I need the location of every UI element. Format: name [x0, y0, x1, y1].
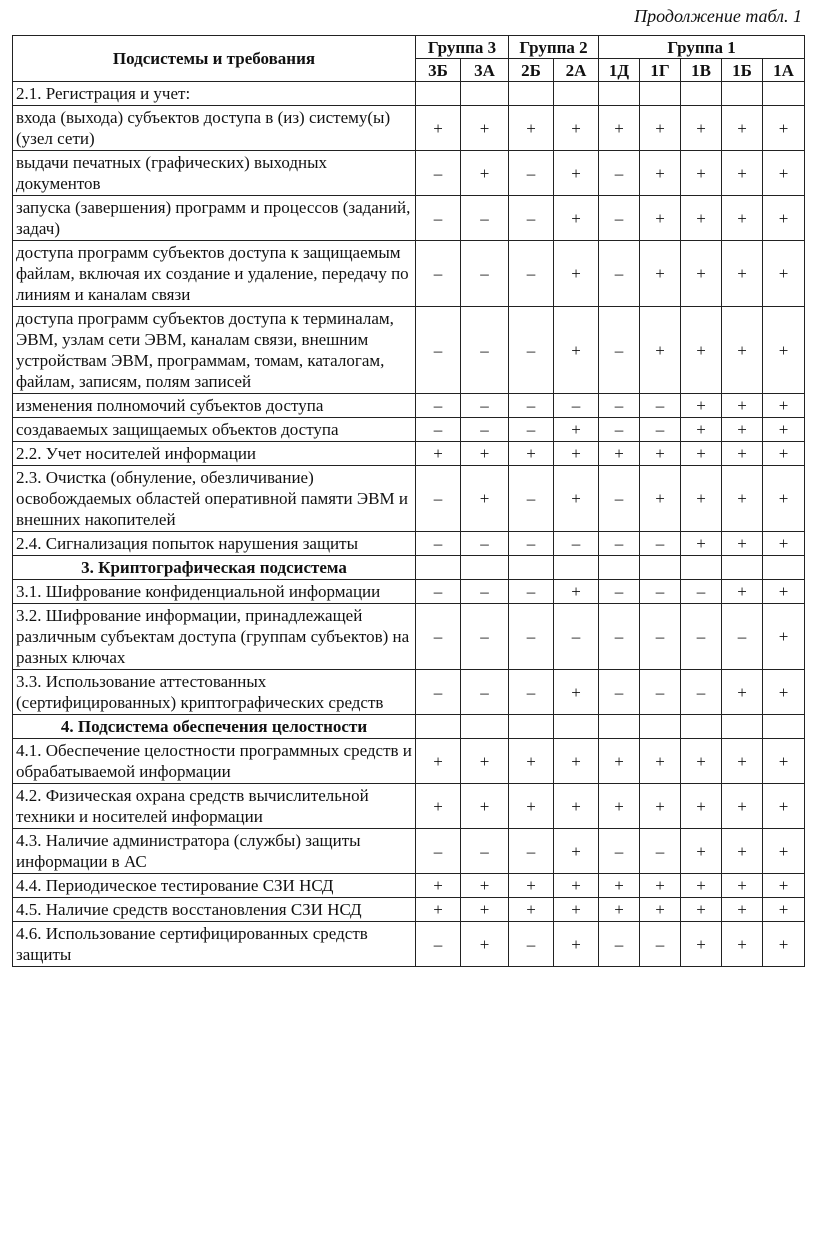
requirement-mark: – — [599, 829, 640, 874]
requirement-mark: + — [722, 739, 763, 784]
requirement-mark: – — [640, 532, 681, 556]
requirement-mark: + — [554, 106, 599, 151]
requirement-mark: – — [640, 418, 681, 442]
requirement-label: 2.4. Сигнализация попыток нарушения защиты — [13, 532, 416, 556]
requirement-mark — [461, 556, 509, 580]
requirement-mark: + — [722, 580, 763, 604]
requirement-mark: + — [763, 307, 805, 394]
requirement-mark: + — [461, 106, 509, 151]
table-row — [13, 922, 805, 967]
requirement-mark: – — [416, 241, 461, 307]
requirement-mark: + — [640, 739, 681, 784]
requirement-label: доступа программ субъектов доступа к терминалам, ЭВМ, узлам сети ЭВМ, каналам связи, внешним устройствам ЭВМ, программам, томам, каталогам, файлам, записям, полям записей — [13, 307, 416, 394]
requirement-mark — [416, 82, 461, 106]
requirement-mark: – — [509, 670, 554, 715]
requirement-mark: + — [554, 307, 599, 394]
requirement-mark: – — [461, 670, 509, 715]
requirement-mark: + — [681, 874, 722, 898]
requirement-mark: – — [509, 394, 554, 418]
requirement-mark: – — [554, 604, 599, 670]
requirement-mark: + — [509, 874, 554, 898]
requirement-mark: – — [509, 532, 554, 556]
requirement-mark: – — [640, 394, 681, 418]
requirement-mark: + — [763, 739, 805, 784]
requirement-mark: + — [722, 898, 763, 922]
requirement-mark: – — [599, 466, 640, 532]
requirement-mark: – — [416, 532, 461, 556]
requirement-mark: – — [416, 922, 461, 967]
requirement-mark: + — [722, 532, 763, 556]
table-row — [13, 466, 805, 532]
requirement-mark — [640, 715, 681, 739]
table-row — [13, 670, 805, 715]
header-group-1: Группа 1 — [599, 36, 805, 59]
requirement-mark — [722, 82, 763, 106]
requirement-mark: – — [416, 418, 461, 442]
requirement-mark: + — [599, 898, 640, 922]
requirement-mark: + — [681, 466, 722, 532]
requirement-mark: – — [461, 580, 509, 604]
requirement-mark: + — [763, 418, 805, 442]
requirement-mark: – — [509, 196, 554, 241]
requirement-mark: – — [681, 670, 722, 715]
requirement-mark: – — [416, 670, 461, 715]
requirement-label: 4.5. Наличие средств восстановления СЗИ НСД — [13, 898, 416, 922]
requirement-mark: – — [640, 670, 681, 715]
requirement-mark: – — [640, 922, 681, 967]
requirement-mark: + — [722, 241, 763, 307]
requirement-mark: – — [416, 829, 461, 874]
requirement-mark: + — [722, 196, 763, 241]
header-class: 1Б — [722, 59, 763, 82]
requirement-mark: – — [640, 604, 681, 670]
requirement-mark: + — [554, 922, 599, 967]
requirement-mark: + — [461, 442, 509, 466]
requirement-mark: – — [599, 241, 640, 307]
requirement-mark: – — [416, 466, 461, 532]
requirement-mark: + — [722, 394, 763, 418]
requirement-mark: – — [509, 829, 554, 874]
table-row — [13, 739, 805, 784]
requirement-mark: – — [599, 922, 640, 967]
table-header — [13, 36, 805, 82]
requirement-mark: + — [461, 898, 509, 922]
requirement-mark: + — [681, 442, 722, 466]
requirement-mark: + — [509, 442, 554, 466]
table-row — [13, 442, 805, 466]
requirement-mark — [722, 715, 763, 739]
requirement-mark: + — [763, 898, 805, 922]
requirement-mark: – — [461, 307, 509, 394]
requirement-label: 2.3. Очистка (обнуление, обезличивание) освобождаемых областей оперативной памяти ЭВМ и внешних накопителей — [13, 466, 416, 532]
requirement-mark — [509, 556, 554, 580]
requirement-mark: + — [461, 922, 509, 967]
requirement-mark: – — [599, 418, 640, 442]
requirement-mark: – — [509, 418, 554, 442]
requirement-mark: + — [554, 670, 599, 715]
requirement-mark — [763, 715, 805, 739]
requirement-mark: + — [461, 151, 509, 196]
table-row — [13, 394, 805, 418]
requirement-mark — [461, 715, 509, 739]
table-row — [13, 307, 805, 394]
requirement-mark: – — [461, 394, 509, 418]
requirement-mark: + — [763, 196, 805, 241]
requirement-mark: + — [461, 874, 509, 898]
requirement-mark — [681, 82, 722, 106]
requirement-mark: – — [509, 604, 554, 670]
requirement-mark: – — [640, 829, 681, 874]
requirement-mark: + — [681, 784, 722, 829]
requirement-label: выдачи печатных (графических) выходных документов — [13, 151, 416, 196]
requirement-mark: – — [461, 829, 509, 874]
requirement-mark: + — [681, 532, 722, 556]
table-row — [13, 196, 805, 241]
requirement-mark — [509, 715, 554, 739]
requirement-label: 3.3. Использование аттестованных (сертифицированных) криптографических средств — [13, 670, 416, 715]
requirement-mark: + — [554, 466, 599, 532]
requirement-mark: – — [461, 196, 509, 241]
requirement-mark: + — [640, 466, 681, 532]
requirement-mark: + — [640, 106, 681, 151]
requirement-mark: – — [599, 307, 640, 394]
requirement-mark: + — [763, 466, 805, 532]
requirement-mark: – — [509, 580, 554, 604]
table-row — [13, 151, 805, 196]
requirement-mark: + — [722, 151, 763, 196]
section-row — [13, 715, 805, 739]
requirement-label: запуска (завершения) программ и процессов (заданий, задач) — [13, 196, 416, 241]
requirement-mark: – — [554, 394, 599, 418]
requirement-mark: + — [722, 922, 763, 967]
header-class: 1Г — [640, 59, 681, 82]
requirement-mark: + — [763, 394, 805, 418]
requirement-mark: + — [640, 898, 681, 922]
requirement-mark: + — [554, 196, 599, 241]
requirement-mark — [681, 715, 722, 739]
requirement-label: входа (выхода) субъектов доступа в (из) систему(ы) (узел сети) — [13, 106, 416, 151]
requirement-mark: + — [461, 739, 509, 784]
header-class: 2А — [554, 59, 599, 82]
requirement-mark: + — [681, 418, 722, 442]
requirement-mark — [416, 715, 461, 739]
requirement-mark: + — [599, 739, 640, 784]
requirement-mark: – — [509, 922, 554, 967]
requirement-mark: + — [640, 874, 681, 898]
requirement-mark: – — [722, 604, 763, 670]
requirement-mark: + — [554, 739, 599, 784]
requirement-mark: + — [554, 241, 599, 307]
requirement-mark: + — [763, 532, 805, 556]
requirement-mark: + — [416, 784, 461, 829]
requirement-mark: – — [416, 580, 461, 604]
requirement-mark — [554, 82, 599, 106]
requirement-mark: – — [554, 532, 599, 556]
requirement-mark: + — [763, 604, 805, 670]
requirement-mark: – — [416, 604, 461, 670]
requirement-mark — [509, 82, 554, 106]
table-row — [13, 874, 805, 898]
header-requirements: Подсистемы и требования — [13, 36, 416, 82]
header-class: 1А — [763, 59, 805, 82]
requirement-mark: – — [416, 151, 461, 196]
requirement-mark: + — [554, 442, 599, 466]
requirement-mark: + — [681, 196, 722, 241]
section-row — [13, 556, 805, 580]
requirement-mark — [722, 556, 763, 580]
requirement-mark: + — [763, 106, 805, 151]
table-row — [13, 241, 805, 307]
requirement-mark: + — [681, 241, 722, 307]
requirement-mark: + — [640, 307, 681, 394]
requirement-mark: + — [509, 898, 554, 922]
table-row — [13, 106, 805, 151]
requirement-label: 4.1. Обеспечение целостности программных средств и обрабатываемой информации — [13, 739, 416, 784]
requirement-mark: – — [599, 670, 640, 715]
requirement-mark: – — [416, 196, 461, 241]
requirement-mark: – — [599, 604, 640, 670]
requirement-label: создаваемых защищаемых объектов доступа — [13, 418, 416, 442]
requirement-mark: + — [640, 442, 681, 466]
requirement-mark: – — [681, 604, 722, 670]
table-row — [13, 82, 805, 106]
requirement-mark: + — [554, 580, 599, 604]
header-class: 1В — [681, 59, 722, 82]
requirement-mark — [599, 715, 640, 739]
header-class: 3А — [461, 59, 509, 82]
requirement-mark: + — [640, 151, 681, 196]
requirement-mark: – — [461, 241, 509, 307]
requirement-mark: + — [509, 784, 554, 829]
requirement-mark: + — [416, 898, 461, 922]
table-row — [13, 898, 805, 922]
requirement-mark: + — [722, 784, 763, 829]
requirement-label: 4.6. Использование сертифицированных средств защиты — [13, 922, 416, 967]
table-caption: Продолжение табл. 1 — [634, 6, 802, 26]
requirement-mark: + — [763, 874, 805, 898]
requirement-mark: + — [763, 241, 805, 307]
requirement-mark: – — [509, 466, 554, 532]
section-title: 3. Криптографическая подсистема — [13, 556, 416, 580]
requirement-mark: + — [763, 670, 805, 715]
requirement-mark — [554, 715, 599, 739]
requirement-label: 4.3. Наличие администратора (службы) защиты информации в АС — [13, 829, 416, 874]
requirement-mark: + — [640, 241, 681, 307]
requirement-mark: – — [461, 604, 509, 670]
requirement-mark: – — [509, 241, 554, 307]
requirement-mark: – — [599, 532, 640, 556]
requirement-mark: + — [722, 466, 763, 532]
requirement-mark: + — [763, 151, 805, 196]
requirement-mark: + — [681, 106, 722, 151]
requirement-mark: + — [681, 922, 722, 967]
header-group-3: Группа 3 — [416, 36, 509, 59]
requirement-mark — [599, 556, 640, 580]
requirement-mark: – — [461, 532, 509, 556]
requirement-mark: + — [722, 418, 763, 442]
requirement-mark: – — [599, 580, 640, 604]
requirement-mark: + — [599, 106, 640, 151]
header-group-2: Группа 2 — [509, 36, 599, 59]
requirement-label: 2.1. Регистрация и учет: — [13, 82, 416, 106]
requirement-mark: – — [509, 151, 554, 196]
requirement-mark: + — [416, 739, 461, 784]
table-body — [13, 82, 805, 967]
requirement-mark — [599, 82, 640, 106]
requirements-table — [12, 35, 805, 967]
requirement-mark: + — [763, 922, 805, 967]
requirement-mark: – — [461, 418, 509, 442]
requirement-mark: + — [509, 106, 554, 151]
requirement-mark: + — [763, 442, 805, 466]
requirement-mark: + — [554, 874, 599, 898]
requirement-mark: + — [722, 307, 763, 394]
requirement-mark: + — [722, 829, 763, 874]
requirement-mark: + — [681, 739, 722, 784]
requirement-mark: – — [599, 394, 640, 418]
requirement-label: 4.2. Физическая охрана средств вычислительной техники и носителей информации — [13, 784, 416, 829]
requirement-mark — [640, 556, 681, 580]
table-row — [13, 532, 805, 556]
requirement-label: 3.2. Шифрование информации, принадлежащей различным субъектам доступа (группам субъектов) на разных ключах — [13, 604, 416, 670]
requirement-mark: + — [681, 829, 722, 874]
requirement-mark — [763, 82, 805, 106]
requirement-mark: + — [681, 898, 722, 922]
requirement-mark: – — [599, 151, 640, 196]
requirement-mark: + — [461, 466, 509, 532]
requirement-mark: + — [722, 106, 763, 151]
requirement-mark: + — [554, 418, 599, 442]
requirement-mark: + — [599, 874, 640, 898]
requirement-mark: + — [554, 151, 599, 196]
table-row — [13, 580, 805, 604]
requirement-mark: + — [416, 442, 461, 466]
header-class: 3Б — [416, 59, 461, 82]
requirement-mark: – — [416, 307, 461, 394]
header-class: 1Д — [599, 59, 640, 82]
section-title: 4. Подсистема обеспечения целостности — [13, 715, 416, 739]
requirement-label: доступа программ субъектов доступа к защищаемым файлам, включая их создание и удаление, передачу по линиям и каналам связи — [13, 241, 416, 307]
requirement-mark: + — [681, 151, 722, 196]
requirement-mark: + — [681, 394, 722, 418]
requirement-mark: – — [509, 307, 554, 394]
requirement-mark: + — [416, 106, 461, 151]
requirement-mark — [763, 556, 805, 580]
requirement-mark: + — [763, 784, 805, 829]
requirement-mark: – — [599, 196, 640, 241]
requirement-mark: – — [681, 580, 722, 604]
requirement-mark: + — [640, 784, 681, 829]
table-row — [13, 418, 805, 442]
requirement-label: изменения полномочий субъектов доступа — [13, 394, 416, 418]
requirement-mark: + — [640, 196, 681, 241]
requirement-mark: + — [509, 739, 554, 784]
requirement-mark: + — [722, 874, 763, 898]
header-class: 2Б — [509, 59, 554, 82]
requirement-label: 2.2. Учет носителей информации — [13, 442, 416, 466]
requirement-mark: + — [554, 784, 599, 829]
requirement-mark: + — [763, 580, 805, 604]
requirement-mark: + — [554, 898, 599, 922]
requirement-mark — [681, 556, 722, 580]
requirement-mark: + — [554, 829, 599, 874]
requirement-mark — [554, 556, 599, 580]
requirement-mark: – — [640, 580, 681, 604]
requirement-mark — [416, 556, 461, 580]
requirement-mark: + — [599, 442, 640, 466]
requirement-mark — [640, 82, 681, 106]
requirement-mark: + — [722, 442, 763, 466]
requirement-mark: + — [722, 670, 763, 715]
requirement-mark — [461, 82, 509, 106]
requirement-mark: + — [461, 784, 509, 829]
requirement-mark: + — [681, 307, 722, 394]
requirement-mark: + — [416, 874, 461, 898]
requirement-mark: – — [416, 394, 461, 418]
requirement-mark: + — [763, 829, 805, 874]
table-row — [13, 604, 805, 670]
requirement-label: 3.1. Шифрование конфиденциальной информации — [13, 580, 416, 604]
table-row — [13, 784, 805, 829]
requirement-mark: + — [599, 784, 640, 829]
table-row — [13, 829, 805, 874]
requirement-label: 4.4. Периодическое тестирование СЗИ НСД — [13, 874, 416, 898]
